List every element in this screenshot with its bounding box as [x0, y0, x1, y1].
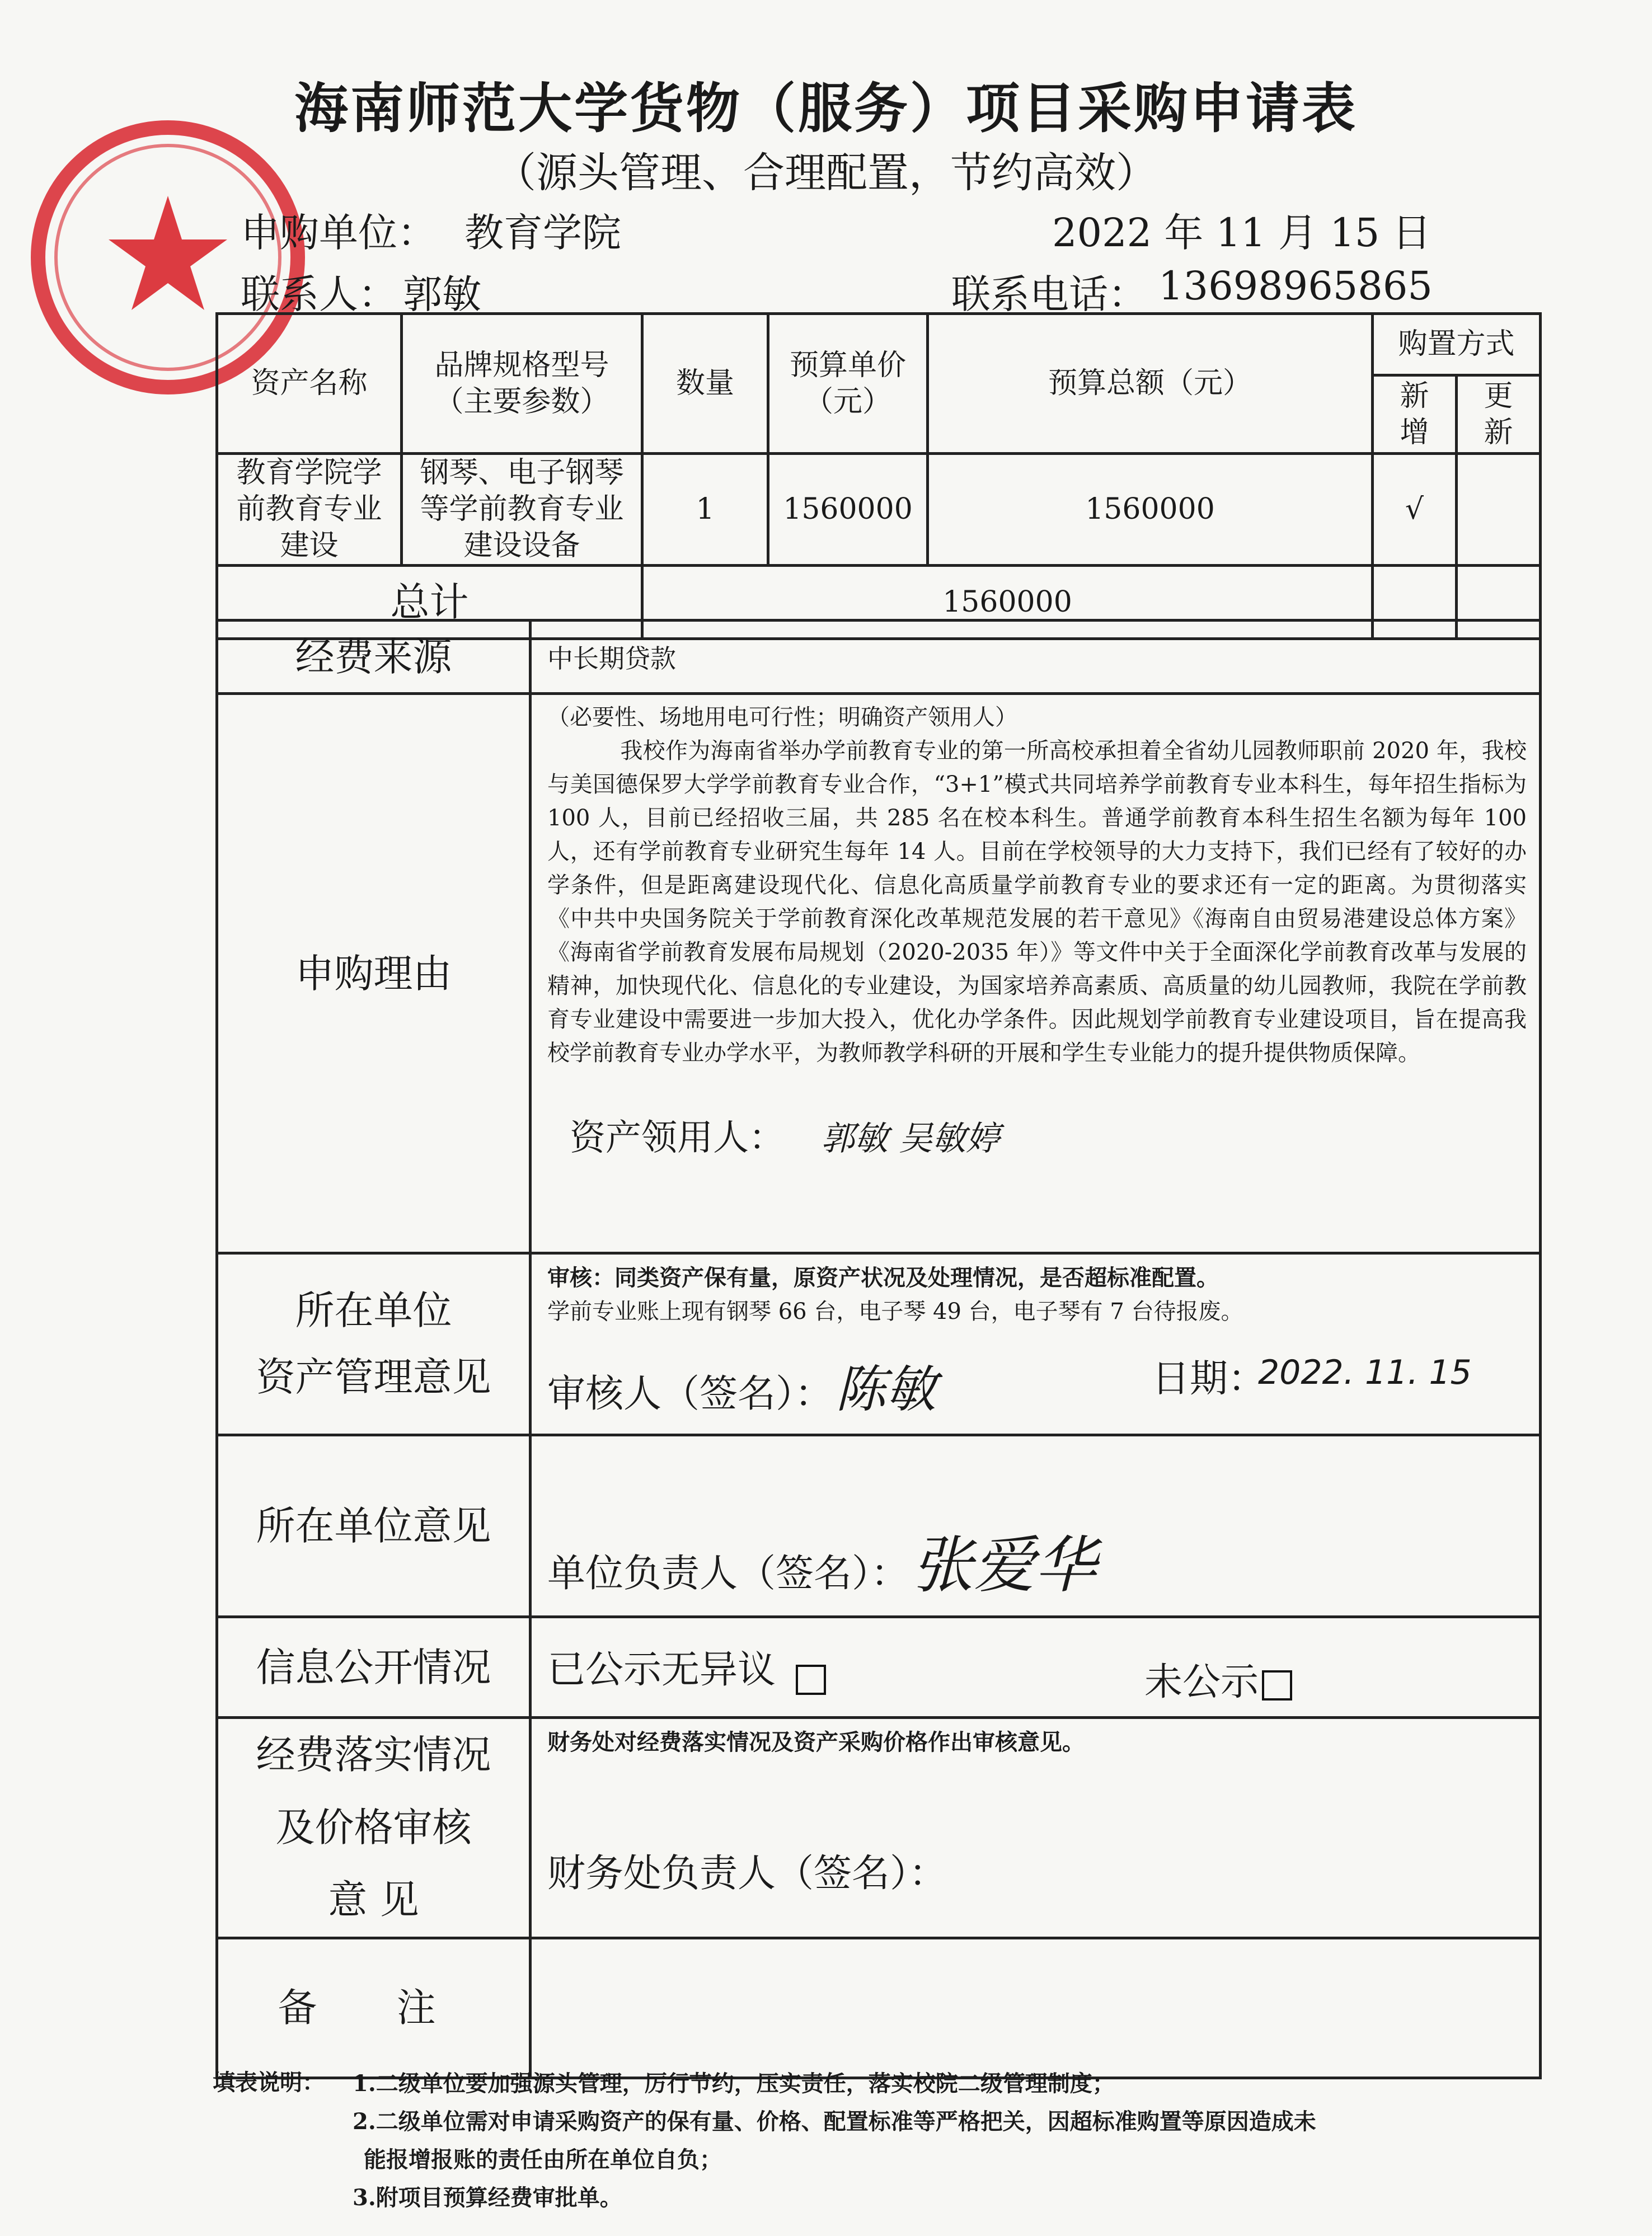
audit-title: 审核：同类资产保有量，原资产状况及处理情况，是否超标准配置。 [547, 1265, 1219, 1291]
finance-label-line3: 意 见 [328, 1877, 419, 1923]
applicant-unit-value: 教育学院 [464, 210, 621, 256]
unit-head-label: 单位负责人（签名）： [547, 1552, 909, 1596]
reason-hint: （必要性、场地用电可行性；明确资产领用人） [547, 704, 1017, 730]
col-unit-price [768, 314, 928, 454]
items-table [215, 312, 1542, 640]
funding-label: 经费来源 [217, 621, 531, 694]
finance-head-label: 财务处负责人（签名）： [547, 1852, 947, 1896]
col-total-budget: 预算总额（元） [928, 314, 1373, 454]
application-date: 2022 年 11 月 15 日 [1052, 210, 1432, 256]
note-item-2: 2.二级单位需对申请采购资产的保有量、价格、配置标准等严格把关，因超标准购置等原因造成未 [353, 2108, 1316, 2135]
page-title: 海南师范大学货物（服务）项目采购申请表 [294, 77, 1358, 140]
disclosure-label: 信息公开情况 [217, 1617, 531, 1718]
row-total: 1560000 [928, 454, 1373, 566]
row-unit-price: 1560000 [768, 454, 928, 566]
asset-mgmt-label [217, 1253, 531, 1435]
col-quantity: 数量 [642, 314, 768, 454]
reason-label: 申购理由 [217, 694, 531, 1253]
finance-text: 财务处对经费落实情况及资产采购价格作出审核意见。 [547, 1729, 1085, 1755]
col-brand [402, 314, 642, 454]
row-asset-name: 教育学院学前教育专业建设 [217, 454, 402, 566]
col-unit-price-line1: 预算单价 [789, 348, 906, 382]
contact-value: 郭敏 [403, 271, 481, 317]
disclosed-option-label: 已公示无异议 [547, 1647, 776, 1692]
reason-cell [531, 694, 1541, 1253]
reviewer-label: 审核人（签名）： [547, 1372, 833, 1416]
finance-label-line2: 及价格审核 [275, 1804, 472, 1850]
row-new-checkmark: √ [1373, 454, 1457, 566]
disclosure-cell [531, 1617, 1541, 1718]
col-brand-line1: 品牌规格型号 [434, 348, 609, 382]
remarks-label: 备 注 [217, 1938, 531, 2078]
contact-label: 联系人： [241, 271, 397, 317]
col-new: 新增 [1373, 375, 1457, 454]
not-disclosed-checkbox[interactable] [1262, 1670, 1292, 1701]
note-item-1: 1.二级单位要加强源头管理，厉行节约，压实责任，落实校院二级管理制度； [353, 2070, 1115, 2097]
row-brand: 钢琴、电子钢琴等学前教育专业建设设备 [402, 454, 642, 566]
recipient-signature: 郭敏 吴敏婷 [821, 1119, 1000, 1158]
unit-head-signature: 张爱华 [912, 1529, 1097, 1601]
note-item-3: 3.附项目预算经费审批单。 [353, 2185, 622, 2211]
asset-mgmt-cell [531, 1253, 1541, 1435]
asset-mgmt-label-line2: 资产管理意见 [256, 1354, 491, 1400]
finance-cell [531, 1718, 1541, 1938]
reviewer-signature: 陈敏 [836, 1360, 937, 1419]
row-quantity: 1 [642, 454, 768, 566]
reason-text [547, 734, 1527, 1070]
recipient-label: 资产领用人： [570, 1117, 785, 1159]
seal-star-icon [109, 196, 227, 310]
asset-mgmt-label-line1: 所在单位 [295, 1288, 452, 1333]
col-purchase-method: 购置方式 [1373, 314, 1541, 375]
total-value: 1560000 [642, 566, 1373, 639]
page-subtitle: （源头管理、合理配置，节约高效） [495, 149, 1157, 197]
remarks-cell [531, 1938, 1541, 2078]
disclosed-checkbox[interactable] [796, 1665, 826, 1695]
audit-text: 学前专业账上现有钢琴 66 台，电子琴 49 台，电子琴有 7 台待报废。 [547, 1299, 1243, 1324]
col-unit-price-line2: （元） [804, 384, 891, 419]
phone-label: 联系电话： [951, 271, 1147, 317]
note-item-2-cont: 能报增报账的责任由所在单位自负； [364, 2146, 722, 2173]
not-disclosed-text: 未公示 [1144, 1660, 1259, 1704]
funding-value: 中长期贷款 [531, 621, 1541, 694]
finance-label [217, 1718, 531, 1938]
col-update: 更新 [1457, 375, 1541, 454]
col-brand-line2: （主要参数） [434, 384, 609, 419]
unit-opinion-label: 所在单位意见 [217, 1435, 531, 1617]
not-disclosed-option-label [1144, 1652, 1292, 1706]
notes-label: 填表说明： [213, 2069, 325, 2096]
unit-opinion-cell [531, 1435, 1541, 1617]
details-table [215, 619, 1542, 2079]
total-label: 总计 [217, 566, 642, 639]
reason-paragraph: 我校作为海南省举办学前教育专业的第一所高校承担着全省幼儿园教师职前 2020 年，我校与美国德保罗大学学前教育专业合作，“3+1”模式共同培养学前教育专业本科生，每年招生指标为 100 人，目前已经招收三届，共 285 名在校本科生。普通学前教育本科生招生名额为每年 100 人，还有学前教育专业研究生每年 14 人。目前在学校领导的大力支持下，我们已经有了较好的办学条件，但是距离建设现代化、信息化高质量学前教育专业的要求还有一定的距离。为贯彻落实《中共中央国务院关于学前教育深化改革规范发展的若干意见》《海南自由贸易港建设总体方案》《海南省学前教育发展布局规划（2020-2035 年）》等文件中关于全面深化学前教育改革与发展的精神，加快现代化、信息化的专业建设，为国家培养高素质、高质量的幼儿园教师，我院在学前教育专业建设中需要进一步加大投入，优化办学条件。因此规划学前教育专业建设项目，旨在提高我校学前教育专业办学水平，为教师教学科研的开展和学生专业能力的提升提供物质保障。 [547, 738, 1527, 1066]
review-date-label: 日期： [1152, 1357, 1266, 1401]
finance-label-line1: 经费落实情况 [256, 1732, 491, 1778]
applicant-unit-label: 申购单位： [241, 210, 437, 256]
row-update-empty [1457, 454, 1541, 566]
col-asset-name: 资产名称 [217, 314, 402, 454]
phone-value: 13698965865 [1158, 263, 1433, 309]
notes-list [353, 2065, 1528, 2217]
review-date-value: 2022. 11. 15 [1258, 1353, 1472, 1392]
